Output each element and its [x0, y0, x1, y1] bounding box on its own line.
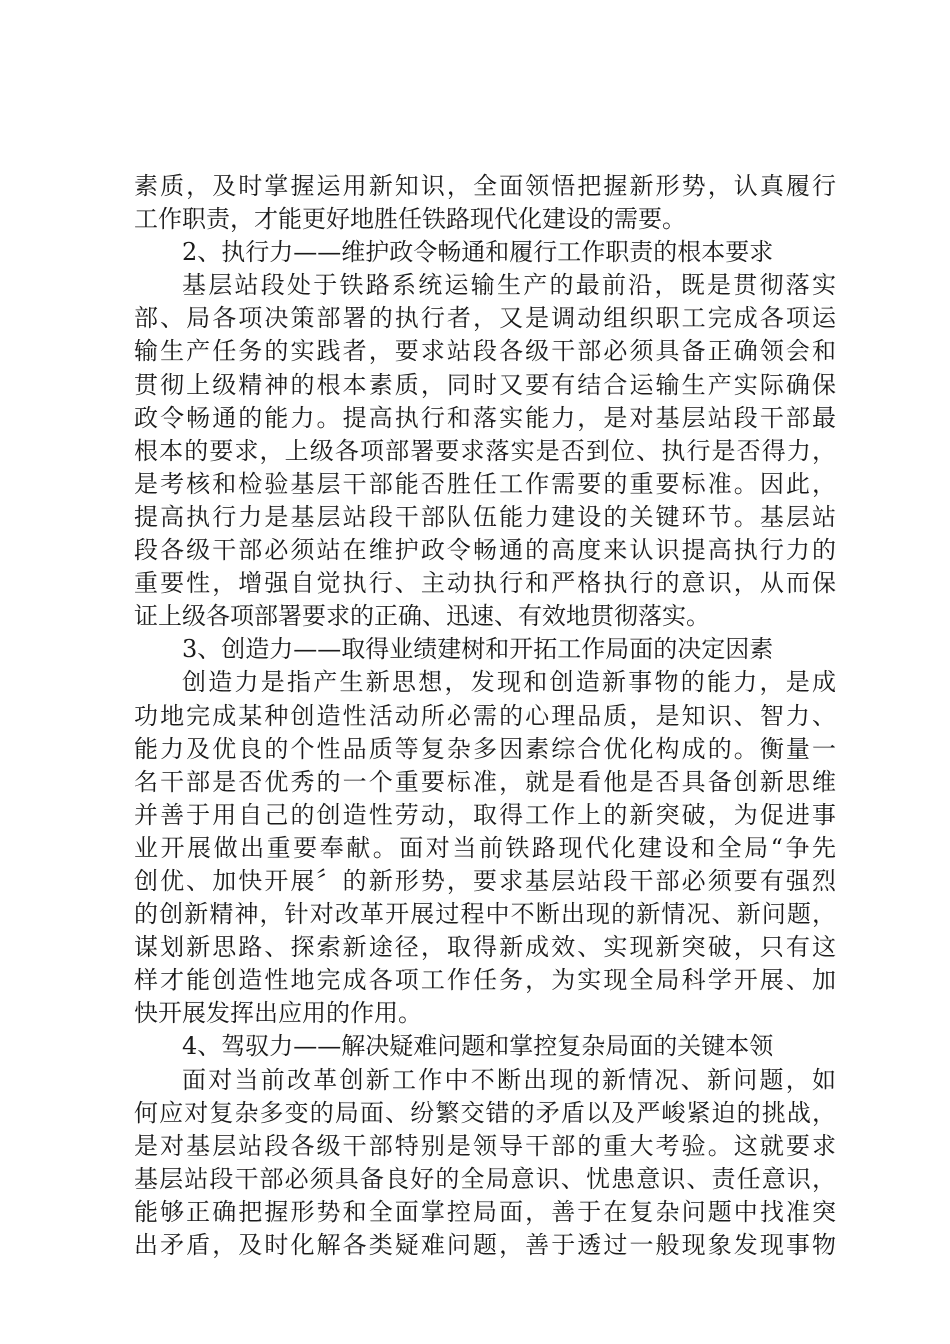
text-line: 工作职责，才能更好地胜任铁路现代化建设的需要。 [134, 205, 686, 234]
section-heading: 4、驾驭力——解决疑难问题和掌控复杂局面的关键本领 [182, 1032, 774, 1061]
text-line: 样才能创造性地完成各项工作任务，为实现全局科学开展、加 [134, 966, 836, 995]
text-line: 名干部是否优秀的一个重要标准，就是看他是否具备创新思维 [134, 767, 836, 796]
text-line: 何应对复杂多变的局面、纷繁交错的矛盾以及严峻紧迫的挑战， [134, 1098, 836, 1127]
text-line: 能够正确把握形势和全面掌控局面，善于在复杂问题中找准突 [134, 1197, 836, 1226]
section-heading: 3、创造力——取得业绩建树和开拓工作局面的决定因素 [182, 635, 774, 664]
text-line: 根本的要求，上级各项部署要求落实是否到位、执行是否得力， [134, 436, 836, 465]
text-line: 证上级各项部署要求的正确、迅速、有效地贯彻落实。 [134, 602, 710, 631]
text-line: 能力及优良的个性品质等复杂多因素综合优化构成的。衡量一 [134, 734, 836, 763]
text-line: 政令畅通的能力。提高执行和落实能力，是对基层站段干部最 [134, 403, 836, 432]
text-line: 快开展发挥出应用的作用。 [134, 999, 422, 1028]
text-line: 是对基层站段各级干部特别是领导干部的重大考验。这就要求 [134, 1131, 836, 1160]
text-line: 创造力是指产生新思想，发现和创造新事物的能力，是成 [182, 668, 836, 697]
text-line: 功地完成某种创造性活动所必需的心理品质，是知识、智力、 [134, 701, 836, 730]
section-heading: 2、执行力——维护政令畅通和履行工作职责的根本要求 [182, 238, 774, 267]
text-line: 谋划新思路、探索新途径，取得新成效、实现新突破，只有这 [134, 933, 836, 962]
text-line: 业开展做出重要奉献。面对当前铁路现代化建设和全局“争先 [134, 833, 836, 862]
text-line: 素质，及时掌握运用新知识，全面领悟把握新形势，认真履行 [134, 172, 836, 200]
text-line: 提高执行力是基层站段干部队伍能力建设的关键环节。基层站 [134, 502, 836, 531]
text-line: 是考核和检验基层干部能否胜任工作需要的重要标准。因此， [134, 469, 836, 498]
text-line: 重要性，增强自觉执行、主动执行和严格执行的意识，从而保 [134, 569, 836, 598]
text-line: 出矛盾，及时化解各类疑难问题，善于透过一般现象发现事物 [134, 1231, 836, 1259]
text-line: 贯彻上级精神的根本素质，同时又要有结合运输生产实际确保 [134, 370, 836, 399]
text-line: 创优、加快开展〞的新形势，要求基层站段干部必须要有强烈 [134, 866, 836, 895]
text-line: 并善于用自己的创造性劳动，取得工作上的新突破，为促进事 [134, 800, 836, 829]
document-body [134, 170, 836, 1262]
text-line: 基层站段处于铁路系统运输生产的最前沿，既是贯彻落实 [182, 271, 836, 300]
text-line: 输生产任务的实践者，要求站段各级干部必须具备正确领会和 [134, 337, 836, 366]
text-line: 的创新精神，针对改革开展过程中不断出现的新情况、新问题， [134, 900, 836, 929]
text-line: 基层站段干部必须具备良好的全局意识、忧患意识、责任意识， [134, 1164, 836, 1193]
text-line: 部、局各项决策部署的执行者，又是调动组织职工完成各项运 [134, 304, 836, 333]
text-line: 段各级干部必须站在维护政令畅通的高度来认识提高执行力的 [134, 536, 836, 565]
text-line: 面对当前改革创新工作中不断出现的新情况、新问题，如 [182, 1065, 836, 1094]
